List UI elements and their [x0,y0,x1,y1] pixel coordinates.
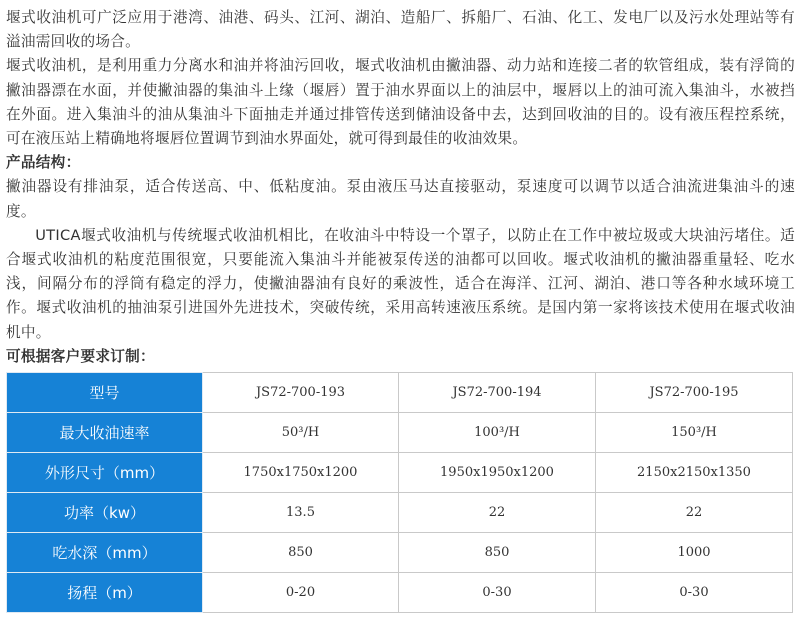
table-cell: 1750x1750x1200 [203,453,399,493]
table-row-max-rate [7,413,793,453]
table-cell: 22 [596,493,793,533]
table-cell: 850 [399,533,596,573]
table-row-draft [7,533,793,573]
table-cell: 1000 [596,533,793,573]
row-label-power: 功率（kw） [7,493,203,533]
table-row-power [7,493,793,533]
row-label-max-rate: 最大收油速率 [7,413,203,453]
custom-heading: 可根据客户要求订制： [6,347,155,365]
table-cell: 13.5 [203,493,399,533]
intro-paragraph-applications: 堰式收油机可广泛应用于港湾、油港、码头、江河、湖泊、造船厂、拆船厂、石油、化工、发电厂以及污水处理站等有溢油需回收的场合。 [6,9,795,51]
table-cell: JS72-700-195 [596,373,793,413]
table-row-dimensions [7,453,793,493]
row-label-head: 扬程（m） [7,573,203,613]
structure-paragraph-utica: UTICA堰式收油机与传统堰式收油机相比，在收油斗中特设一个罩子，以防止在工作中被垃圾或大块油污堵住。适合堰式收油机的粘度范围很宽，只要能流入集油斗并能被泵传送的油都可以回收。堰式收油机的撇油器重量轻、吃水浅，间隔分布的浮筒有稳定的浮力，使撇油器油有良好的乘波性，适合在海洋、江河、湖泊、港口等各种水域环境工作。堰式收油机的抽油泵引进国外先进技术，突破传统，采用高转速液压系统。是国内第一家将该技术使用在堰式收油机中。 [6,226,795,341]
row-label-model: 型号 [7,373,203,413]
table-cell: 2150x2150x1350 [596,453,793,493]
structure-paragraph-pump: 撇油器设有排油泵，适合传送高、中、低粘度油。泵由液压马达直接驱动，泵速度可以调节以适合油流进集油斗的速度。 [6,178,795,220]
table-cell: 0-30 [596,573,793,613]
table-row-model [7,373,793,413]
row-label-draft: 吃水深（mm） [7,533,203,573]
row-label-dimensions: 外形尺寸（mm） [7,453,203,493]
table-cell: JS72-700-193 [203,373,399,413]
table-cell: 0-30 [399,573,596,613]
spec-table [6,372,793,613]
table-cell: 1950x1950x1200 [399,453,596,493]
table-cell: 100³/H [399,413,596,453]
table-cell: 850 [203,533,399,573]
table-cell: JS72-700-194 [399,373,596,413]
intro-paragraph-principle: 堰式收油机，是利用重力分离水和油并将油污回收，堰式收油机由撇油器、动力站和连接二者的软管组成，装有浮筒的撇油器漂在水面，并使撇油器的集油斗上缘（堰唇）置于油水界面以上的油层中，堰唇以上的油可流入集油斗，水被挡在外面。进入集油斗的油从集油斗下面抽走并通过排管传送到储油设备中去，达到回收油的目的。设有液压程控系统，可在液压站上精确地将堰唇位置调节到油水界面处，就可得到最佳的收油效果。 [6,57,795,148]
structure-heading: 产品结构： [6,154,81,172]
table-row-head [7,573,793,613]
table-cell: 50³/H [203,413,399,453]
table-cell: 0-20 [203,573,399,613]
table-cell: 22 [399,493,596,533]
table-cell: 150³/H [596,413,793,453]
